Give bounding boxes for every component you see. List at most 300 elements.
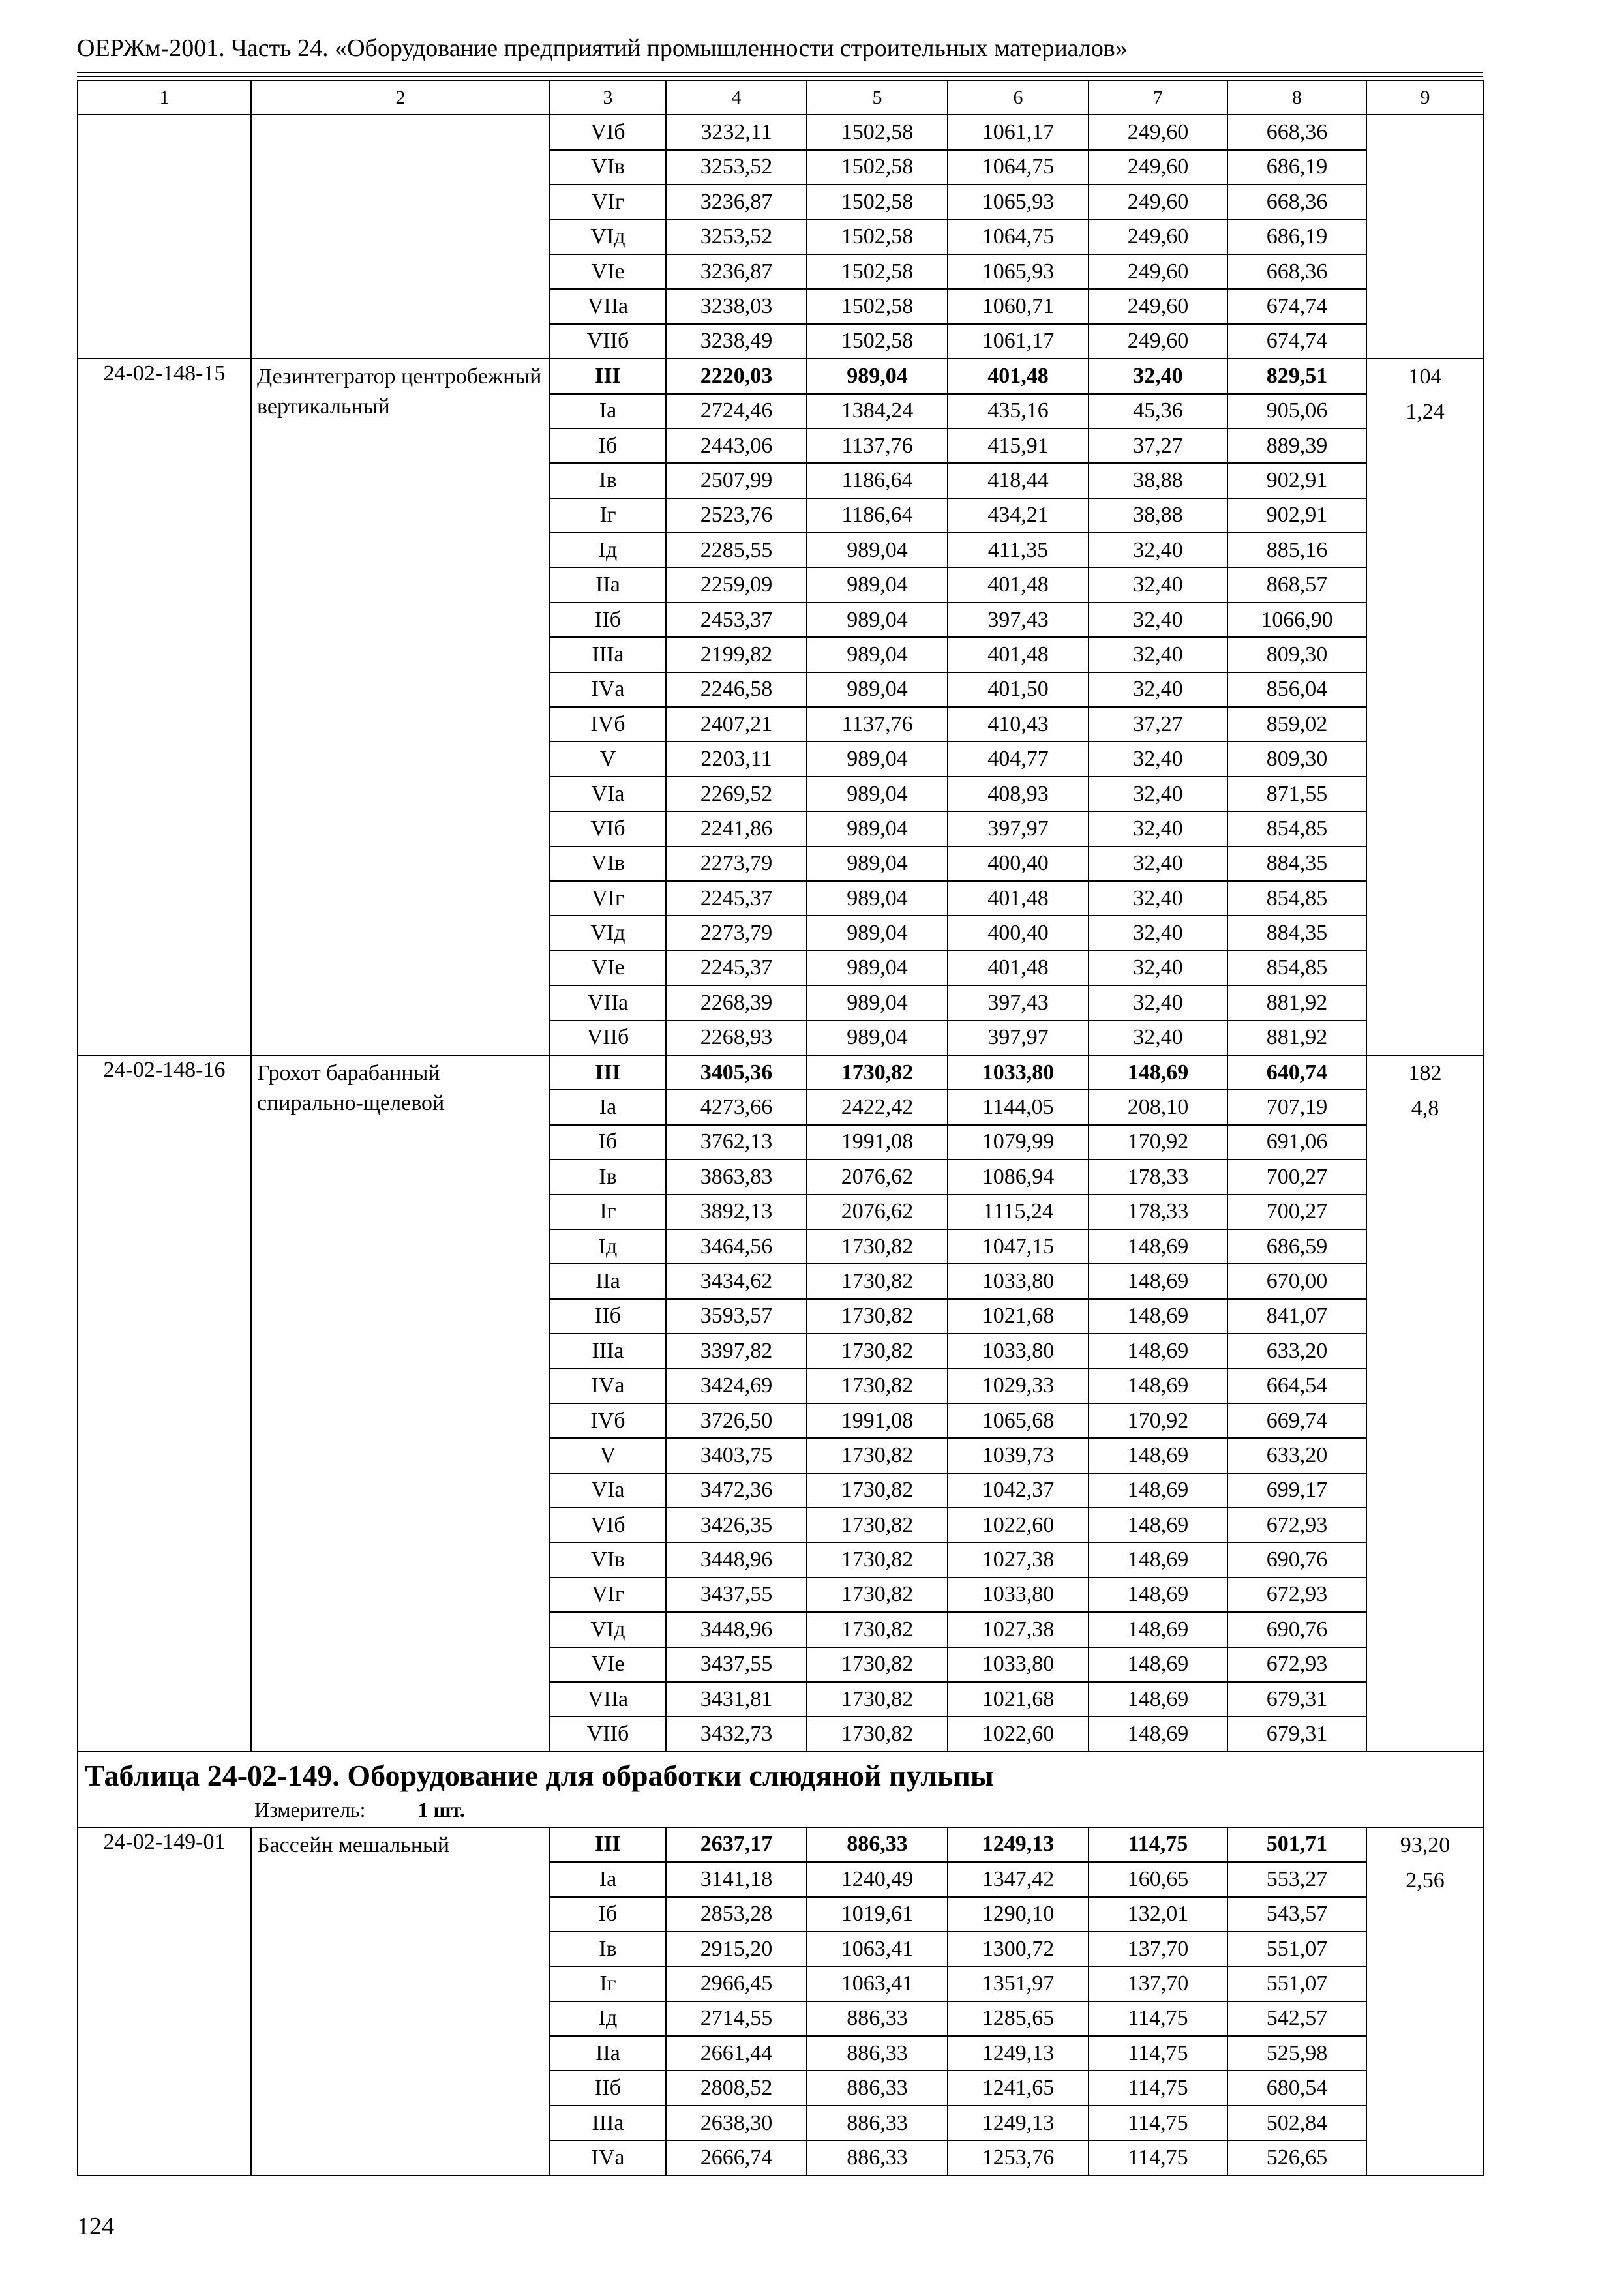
machinist-wage-cell: 114,75 bbox=[1089, 2036, 1227, 2071]
table-row bbox=[78, 1827, 1484, 1862]
machinist-wage-cell: 32,40 bbox=[1089, 741, 1227, 776]
material-cost-cell: 543,57 bbox=[1227, 1897, 1366, 1932]
variant-cell: IVб bbox=[550, 1403, 666, 1438]
column-number: 4 bbox=[666, 80, 807, 115]
machinist-wage-cell: 32,40 bbox=[1089, 846, 1227, 881]
machinist-wage-cell: 148,69 bbox=[1089, 1438, 1227, 1473]
wage-cost-cell: 1186,64 bbox=[807, 498, 948, 533]
wage-cost-cell: 1991,08 bbox=[807, 1403, 948, 1438]
material-cost-cell: 809,30 bbox=[1227, 741, 1366, 776]
material-cost-cell: 542,57 bbox=[1227, 2001, 1366, 2036]
material-cost-cell: 553,27 bbox=[1227, 1862, 1366, 1896]
machinist-wage-cell: 132,01 bbox=[1089, 1897, 1227, 1932]
machinist-wage-cell: 148,69 bbox=[1089, 1055, 1227, 1090]
column-number: 2 bbox=[251, 80, 550, 115]
total-cost-cell: 3232,11 bbox=[666, 115, 807, 149]
item-extra-cell bbox=[1366, 1827, 1484, 2176]
machine-cost-cell: 1033,80 bbox=[948, 1578, 1089, 1612]
header-rule-bottom bbox=[77, 76, 1483, 77]
variant-cell: Iд bbox=[550, 533, 666, 567]
total-cost-cell: 2637,17 bbox=[666, 1827, 807, 1862]
wage-cost-cell: 1502,58 bbox=[807, 150, 948, 185]
variant-cell: IIб bbox=[550, 2071, 666, 2105]
wage-cost-cell: 2422,42 bbox=[807, 1090, 948, 1124]
material-cost-cell: 905,06 bbox=[1227, 394, 1366, 428]
total-cost-cell: 3432,73 bbox=[666, 1716, 807, 1751]
machine-cost-cell: 1029,33 bbox=[948, 1368, 1089, 1403]
machine-cost-cell: 1300,72 bbox=[948, 1932, 1089, 1966]
machine-cost-cell: 411,35 bbox=[948, 533, 1089, 567]
wage-cost-cell: 989,04 bbox=[807, 985, 948, 1020]
machine-cost-cell: 1115,24 bbox=[948, 1195, 1089, 1229]
variant-cell: IIа bbox=[550, 1264, 666, 1298]
machine-cost-cell: 410,43 bbox=[948, 707, 1089, 741]
total-cost-cell: 2273,79 bbox=[666, 916, 807, 950]
column-number-row bbox=[78, 80, 1484, 115]
item-name: Грохот барабанный спирально-щелевой bbox=[251, 1055, 550, 1752]
material-cost-cell: 809,30 bbox=[1227, 637, 1366, 672]
material-cost-cell: 1066,90 bbox=[1227, 603, 1366, 637]
table-149-title: Таблица 24-02-149. Оборудование для обработки слюдяной пульпы bbox=[85, 1758, 994, 1792]
machine-cost-cell: 1249,13 bbox=[948, 1827, 1089, 1862]
machine-cost-cell: 1033,80 bbox=[948, 1264, 1089, 1298]
total-cost-cell: 3762,13 bbox=[666, 1125, 807, 1159]
machine-cost-cell: 401,48 bbox=[948, 881, 1089, 916]
variant-cell: IIIа bbox=[550, 637, 666, 672]
material-cost-cell: 854,85 bbox=[1227, 811, 1366, 846]
item-extra-value: 2,56 bbox=[1406, 1868, 1445, 1893]
wage-cost-cell: 1730,82 bbox=[807, 1264, 948, 1298]
machine-cost-cell: 1047,15 bbox=[948, 1229, 1089, 1264]
material-cost-cell: 868,57 bbox=[1227, 567, 1366, 602]
machinist-wage-cell: 32,40 bbox=[1089, 359, 1227, 393]
total-cost-cell: 4273,66 bbox=[666, 1090, 807, 1124]
machinist-wage-cell: 32,40 bbox=[1089, 672, 1227, 707]
material-cost-cell: 669,74 bbox=[1227, 1403, 1366, 1438]
machine-cost-cell: 1033,80 bbox=[948, 1647, 1089, 1682]
machinist-wage-cell: 114,75 bbox=[1089, 2140, 1227, 2175]
machinist-wage-cell: 208,10 bbox=[1089, 1090, 1227, 1124]
variant-cell: Iб bbox=[550, 1125, 666, 1159]
variant-cell: VIIа bbox=[550, 1682, 666, 1716]
machine-cost-cell: 400,40 bbox=[948, 846, 1089, 881]
machinist-wage-cell: 32,40 bbox=[1089, 881, 1227, 916]
machine-cost-cell: 1086,94 bbox=[948, 1159, 1089, 1194]
machinist-wage-cell: 148,69 bbox=[1089, 1473, 1227, 1508]
total-cost-cell: 2666,74 bbox=[666, 2140, 807, 2175]
wage-cost-cell: 989,04 bbox=[807, 741, 948, 776]
empty-name-cell bbox=[251, 115, 550, 359]
page-number: 124 bbox=[77, 2213, 114, 2240]
wage-cost-cell: 1730,82 bbox=[807, 1473, 948, 1508]
wage-cost-cell: 1730,82 bbox=[807, 1508, 948, 1542]
machine-cost-cell: 401,48 bbox=[948, 567, 1089, 602]
machine-cost-cell: 1027,38 bbox=[948, 1612, 1089, 1647]
total-cost-cell: 2966,45 bbox=[666, 1966, 807, 2001]
item-mass-value: 104 bbox=[1408, 365, 1442, 389]
document-header: ОЕРЖм-2001. Часть 24. «Оборудование предприятий промышленности строительных материалов» bbox=[77, 35, 1128, 62]
wage-cost-cell: 1502,58 bbox=[807, 289, 948, 323]
machine-cost-cell: 1347,42 bbox=[948, 1862, 1089, 1896]
variant-cell: VIб bbox=[550, 1508, 666, 1542]
total-cost-cell: 3253,52 bbox=[666, 150, 807, 185]
total-cost-cell: 3424,69 bbox=[666, 1368, 807, 1403]
machine-cost-cell: 1253,76 bbox=[948, 2140, 1089, 2175]
total-cost-cell: 2407,21 bbox=[666, 707, 807, 741]
machinist-wage-cell: 249,60 bbox=[1089, 254, 1227, 289]
machinist-wage-cell: 32,40 bbox=[1089, 951, 1227, 985]
machinist-wage-cell: 137,70 bbox=[1089, 1932, 1227, 1966]
wage-cost-cell: 1991,08 bbox=[807, 1125, 948, 1159]
machinist-wage-cell: 32,40 bbox=[1089, 603, 1227, 637]
wage-cost-cell: 1730,82 bbox=[807, 1229, 948, 1264]
machine-cost-cell: 1060,71 bbox=[948, 289, 1089, 323]
table-row bbox=[78, 1055, 1484, 1090]
machinist-wage-cell: 32,40 bbox=[1089, 637, 1227, 672]
material-cost-cell: 633,20 bbox=[1227, 1438, 1366, 1473]
total-cost-cell: 2853,28 bbox=[666, 1897, 807, 1932]
material-cost-cell: 854,85 bbox=[1227, 951, 1366, 985]
column-number: 6 bbox=[948, 80, 1089, 115]
machine-cost-cell: 1033,80 bbox=[948, 1334, 1089, 1368]
material-cost-cell: 551,07 bbox=[1227, 1932, 1366, 1966]
machinist-wage-cell: 148,69 bbox=[1089, 1299, 1227, 1334]
total-cost-cell: 3863,83 bbox=[666, 1159, 807, 1194]
machine-cost-cell: 1042,37 bbox=[948, 1473, 1089, 1508]
variant-cell: VIв bbox=[550, 846, 666, 881]
material-cost-cell: 884,35 bbox=[1227, 846, 1366, 881]
machinist-wage-cell: 114,75 bbox=[1089, 2106, 1227, 2140]
machinist-wage-cell: 249,60 bbox=[1089, 289, 1227, 323]
variant-cell: III bbox=[550, 1827, 666, 1862]
total-cost-cell: 3253,52 bbox=[666, 220, 807, 254]
total-cost-cell: 3434,62 bbox=[666, 1264, 807, 1298]
material-cost-cell: 551,07 bbox=[1227, 1966, 1366, 2001]
total-cost-cell: 3405,36 bbox=[666, 1055, 807, 1090]
variant-cell: VIIа bbox=[550, 985, 666, 1020]
machine-cost-cell: 397,43 bbox=[948, 985, 1089, 1020]
material-cost-cell: 902,91 bbox=[1227, 498, 1366, 533]
wage-cost-cell: 886,33 bbox=[807, 2036, 948, 2071]
wage-cost-cell: 1730,82 bbox=[807, 1578, 948, 1612]
wage-cost-cell: 1502,58 bbox=[807, 115, 948, 149]
machinist-wage-cell: 148,69 bbox=[1089, 1647, 1227, 1682]
machinist-wage-cell: 249,60 bbox=[1089, 324, 1227, 359]
variant-cell: III bbox=[550, 359, 666, 393]
machine-cost-cell: 1285,65 bbox=[948, 2001, 1089, 2036]
material-cost-cell: 829,51 bbox=[1227, 359, 1366, 393]
material-cost-cell: 691,06 bbox=[1227, 1125, 1366, 1159]
variant-cell: VIе bbox=[550, 1647, 666, 1682]
wage-cost-cell: 989,04 bbox=[807, 881, 948, 916]
total-cost-cell: 3238,49 bbox=[666, 324, 807, 359]
machine-cost-cell: 408,93 bbox=[948, 777, 1089, 811]
total-cost-cell: 2724,46 bbox=[666, 394, 807, 428]
wage-cost-cell: 989,04 bbox=[807, 1021, 948, 1055]
material-cost-cell: 889,39 bbox=[1227, 428, 1366, 463]
machinist-wage-cell: 114,75 bbox=[1089, 2001, 1227, 2036]
material-cost-cell: 885,16 bbox=[1227, 533, 1366, 567]
total-cost-cell: 3141,18 bbox=[666, 1862, 807, 1896]
item-extra-value: 1,24 bbox=[1406, 400, 1445, 425]
variant-cell: VIIб bbox=[550, 324, 666, 359]
variant-cell: VIб bbox=[550, 811, 666, 846]
machine-cost-cell: 415,91 bbox=[948, 428, 1089, 463]
total-cost-cell: 2638,30 bbox=[666, 2106, 807, 2140]
machine-cost-cell: 434,21 bbox=[948, 498, 1089, 533]
wage-cost-cell: 989,04 bbox=[807, 846, 948, 881]
machine-cost-cell: 401,50 bbox=[948, 672, 1089, 707]
variant-cell: IVб bbox=[550, 707, 666, 741]
total-cost-cell: 2199,82 bbox=[666, 637, 807, 672]
item-name: Дезинтегратор центробежный вертикальный bbox=[251, 359, 550, 1055]
wage-cost-cell: 989,04 bbox=[807, 533, 948, 567]
material-cost-cell: 670,00 bbox=[1227, 1264, 1366, 1298]
machine-cost-cell: 1290,10 bbox=[948, 1897, 1089, 1932]
table-row bbox=[78, 359, 1484, 393]
material-cost-cell: 633,20 bbox=[1227, 1334, 1366, 1368]
wage-cost-cell: 1137,76 bbox=[807, 707, 948, 741]
wage-cost-cell: 989,04 bbox=[807, 916, 948, 950]
total-cost-cell: 2453,37 bbox=[666, 603, 807, 637]
wage-cost-cell: 989,04 bbox=[807, 637, 948, 672]
total-cost-cell: 3472,36 bbox=[666, 1473, 807, 1508]
machinist-wage-cell: 137,70 bbox=[1089, 1966, 1227, 2001]
total-cost-cell: 2220,03 bbox=[666, 359, 807, 393]
wage-cost-cell: 989,04 bbox=[807, 603, 948, 637]
column-number: 8 bbox=[1227, 80, 1366, 115]
machinist-wage-cell: 170,92 bbox=[1089, 1403, 1227, 1438]
total-cost-cell: 2241,86 bbox=[666, 811, 807, 846]
machine-cost-cell: 1065,93 bbox=[948, 185, 1089, 219]
material-cost-cell: 668,36 bbox=[1227, 254, 1366, 289]
material-cost-cell: 679,31 bbox=[1227, 1716, 1366, 1751]
variant-cell: Iб bbox=[550, 1897, 666, 1932]
machine-cost-cell: 1022,60 bbox=[948, 1508, 1089, 1542]
variant-cell: IIб bbox=[550, 603, 666, 637]
wage-cost-cell: 1502,58 bbox=[807, 220, 948, 254]
variant-cell: VIд bbox=[550, 1612, 666, 1647]
variant-cell: VIа bbox=[550, 777, 666, 811]
material-cost-cell: 674,74 bbox=[1227, 289, 1366, 323]
machinist-wage-cell: 32,40 bbox=[1089, 777, 1227, 811]
machinist-wage-cell: 114,75 bbox=[1089, 1827, 1227, 1862]
variant-cell: VIе bbox=[550, 254, 666, 289]
variant-cell: Iв bbox=[550, 463, 666, 498]
variant-cell: Iб bbox=[550, 428, 666, 463]
material-cost-cell: 526,65 bbox=[1227, 2140, 1366, 2175]
wage-cost-cell: 1384,24 bbox=[807, 394, 948, 428]
machinist-wage-cell: 32,40 bbox=[1089, 567, 1227, 602]
column-number: 3 bbox=[550, 80, 666, 115]
material-cost-cell: 856,04 bbox=[1227, 672, 1366, 707]
machine-cost-cell: 418,44 bbox=[948, 463, 1089, 498]
item-name: Бассейн мешальный bbox=[251, 1827, 550, 2176]
material-cost-cell: 672,93 bbox=[1227, 1578, 1366, 1612]
wage-cost-cell: 1730,82 bbox=[807, 1334, 948, 1368]
wage-cost-cell: 886,33 bbox=[807, 2071, 948, 2105]
material-cost-cell: 668,36 bbox=[1227, 115, 1366, 149]
material-cost-cell: 700,27 bbox=[1227, 1195, 1366, 1229]
machinist-wage-cell: 32,40 bbox=[1089, 533, 1227, 567]
total-cost-cell: 3431,81 bbox=[666, 1682, 807, 1716]
item-extra-value: 4,8 bbox=[1411, 1096, 1439, 1120]
variant-cell: Iг bbox=[550, 498, 666, 533]
wage-cost-cell: 1730,82 bbox=[807, 1612, 948, 1647]
machine-cost-cell: 1027,38 bbox=[948, 1542, 1089, 1577]
machinist-wage-cell: 148,69 bbox=[1089, 1334, 1227, 1368]
wage-cost-cell: 1502,58 bbox=[807, 254, 948, 289]
header-rule-top bbox=[77, 72, 1483, 73]
variant-cell: III bbox=[550, 1055, 666, 1090]
machinist-wage-cell: 160,65 bbox=[1089, 1862, 1227, 1896]
machine-cost-cell: 1064,75 bbox=[948, 150, 1089, 185]
total-cost-cell: 2245,37 bbox=[666, 951, 807, 985]
total-cost-cell: 2268,39 bbox=[666, 985, 807, 1020]
total-cost-cell: 2268,93 bbox=[666, 1021, 807, 1055]
total-cost-cell: 3726,50 bbox=[666, 1403, 807, 1438]
wage-cost-cell: 1730,82 bbox=[807, 1682, 948, 1716]
machine-cost-cell: 397,97 bbox=[948, 1021, 1089, 1055]
total-cost-cell: 2273,79 bbox=[666, 846, 807, 881]
total-cost-cell: 2259,09 bbox=[666, 567, 807, 602]
variant-cell: IVа bbox=[550, 672, 666, 707]
variant-cell: Iа bbox=[550, 394, 666, 428]
variant-cell: VIд bbox=[550, 916, 666, 950]
wage-cost-cell: 1730,82 bbox=[807, 1438, 948, 1473]
total-cost-cell: 3892,13 bbox=[666, 1195, 807, 1229]
wage-cost-cell: 1502,58 bbox=[807, 185, 948, 219]
total-cost-cell: 3397,82 bbox=[666, 1334, 807, 1368]
wage-cost-cell: 886,33 bbox=[807, 2001, 948, 2036]
machinist-wage-cell: 148,69 bbox=[1089, 1716, 1227, 1751]
item-code: 24-02-148-16 bbox=[78, 1055, 251, 1752]
wage-cost-cell: 989,04 bbox=[807, 672, 948, 707]
column-number: 1 bbox=[78, 80, 251, 115]
total-cost-cell: 2245,37 bbox=[666, 881, 807, 916]
wage-cost-cell: 1019,61 bbox=[807, 1897, 948, 1932]
variant-cell: Iд bbox=[550, 2001, 666, 2036]
variant-cell: IIа bbox=[550, 2036, 666, 2071]
variant-cell: Iг bbox=[550, 1966, 666, 2001]
machinist-wage-cell: 249,60 bbox=[1089, 220, 1227, 254]
total-cost-cell: 3426,35 bbox=[666, 1508, 807, 1542]
material-cost-cell: 502,84 bbox=[1227, 2106, 1366, 2140]
variant-cell: IIIа bbox=[550, 1334, 666, 1368]
wage-cost-cell: 1730,82 bbox=[807, 1542, 948, 1577]
material-cost-cell: 854,85 bbox=[1227, 881, 1366, 916]
machine-cost-cell: 1249,13 bbox=[948, 2036, 1089, 2071]
variant-cell: VIб bbox=[550, 115, 666, 149]
wage-cost-cell: 886,33 bbox=[807, 2140, 948, 2175]
machine-cost-cell: 1079,99 bbox=[948, 1125, 1089, 1159]
material-cost-cell: 680,54 bbox=[1227, 2071, 1366, 2105]
machinist-wage-cell: 38,88 bbox=[1089, 498, 1227, 533]
machinist-wage-cell: 114,75 bbox=[1089, 2071, 1227, 2105]
machine-cost-cell: 401,48 bbox=[948, 951, 1089, 985]
table-row bbox=[78, 115, 1484, 149]
variant-cell: VIе bbox=[550, 951, 666, 985]
wage-cost-cell: 1186,64 bbox=[807, 463, 948, 498]
total-cost-cell: 3403,75 bbox=[666, 1438, 807, 1473]
machinist-wage-cell: 32,40 bbox=[1089, 916, 1227, 950]
machine-cost-cell: 1061,17 bbox=[948, 324, 1089, 359]
wage-cost-cell: 1240,49 bbox=[807, 1862, 948, 1896]
total-cost-cell: 3236,87 bbox=[666, 254, 807, 289]
column-number: 9 bbox=[1366, 80, 1484, 115]
variant-cell: VIг bbox=[550, 881, 666, 916]
total-cost-cell: 2269,52 bbox=[666, 777, 807, 811]
material-cost-cell: 902,91 bbox=[1227, 463, 1366, 498]
machinist-wage-cell: 38,88 bbox=[1089, 463, 1227, 498]
item-code: 24-02-149-01 bbox=[78, 1827, 251, 2176]
variant-cell: VIIб bbox=[550, 1716, 666, 1751]
wage-cost-cell: 886,33 bbox=[807, 2106, 948, 2140]
material-cost-cell: 699,17 bbox=[1227, 1473, 1366, 1508]
material-cost-cell: 501,71 bbox=[1227, 1827, 1366, 1862]
wage-cost-cell: 1063,41 bbox=[807, 1966, 948, 2001]
item-extra-cell bbox=[1366, 359, 1484, 1055]
total-cost-cell: 3238,03 bbox=[666, 289, 807, 323]
variant-cell: VIа bbox=[550, 1473, 666, 1508]
total-cost-cell: 2246,58 bbox=[666, 672, 807, 707]
wage-cost-cell: 1730,82 bbox=[807, 1647, 948, 1682]
variant-cell: Iг bbox=[550, 1195, 666, 1229]
empty-code-cell bbox=[78, 115, 251, 359]
item-mass-value: 93,20 bbox=[1400, 1833, 1451, 1857]
wage-cost-cell: 989,04 bbox=[807, 567, 948, 602]
wage-cost-cell: 989,04 bbox=[807, 951, 948, 985]
wage-cost-cell: 1730,82 bbox=[807, 1055, 948, 1090]
machinist-wage-cell: 32,40 bbox=[1089, 985, 1227, 1020]
wage-cost-cell: 1730,82 bbox=[807, 1299, 948, 1334]
total-cost-cell: 3593,57 bbox=[666, 1299, 807, 1334]
machine-cost-cell: 1144,05 bbox=[948, 1090, 1089, 1124]
variant-cell: Iд bbox=[550, 1229, 666, 1264]
variant-cell: VIIб bbox=[550, 1021, 666, 1055]
material-cost-cell: 672,93 bbox=[1227, 1647, 1366, 1682]
item-extra-cell bbox=[1366, 1055, 1484, 1752]
price-table bbox=[77, 80, 1484, 2176]
total-cost-cell: 2808,52 bbox=[666, 2071, 807, 2105]
machinist-wage-cell: 148,69 bbox=[1089, 1368, 1227, 1403]
material-cost-cell: 686,59 bbox=[1227, 1229, 1366, 1264]
total-cost-cell: 2915,20 bbox=[666, 1932, 807, 1966]
machinist-wage-cell: 45,36 bbox=[1089, 394, 1227, 428]
machinist-wage-cell: 178,33 bbox=[1089, 1195, 1227, 1229]
total-cost-cell: 3448,96 bbox=[666, 1542, 807, 1577]
item-code: 24-02-148-15 bbox=[78, 359, 251, 1055]
total-cost-cell: 2714,55 bbox=[666, 2001, 807, 2036]
machine-cost-cell: 1065,68 bbox=[948, 1403, 1089, 1438]
total-cost-cell: 2661,44 bbox=[666, 2036, 807, 2071]
variant-cell: V bbox=[550, 1438, 666, 1473]
machinist-wage-cell: 249,60 bbox=[1089, 185, 1227, 219]
machine-cost-cell: 1033,80 bbox=[948, 1055, 1089, 1090]
variant-cell: Iа bbox=[550, 1090, 666, 1124]
wage-cost-cell: 1730,82 bbox=[807, 1368, 948, 1403]
variant-cell: VIг bbox=[550, 185, 666, 219]
machinist-wage-cell: 148,69 bbox=[1089, 1682, 1227, 1716]
variant-cell: VIд bbox=[550, 220, 666, 254]
machine-cost-cell: 400,40 bbox=[948, 916, 1089, 950]
machine-cost-cell: 1065,93 bbox=[948, 254, 1089, 289]
machinist-wage-cell: 178,33 bbox=[1089, 1159, 1227, 1194]
machinist-wage-cell: 148,69 bbox=[1089, 1612, 1227, 1647]
machine-cost-cell: 1249,13 bbox=[948, 2106, 1089, 2140]
machine-cost-cell: 1064,75 bbox=[948, 220, 1089, 254]
wage-cost-cell: 989,04 bbox=[807, 359, 948, 393]
